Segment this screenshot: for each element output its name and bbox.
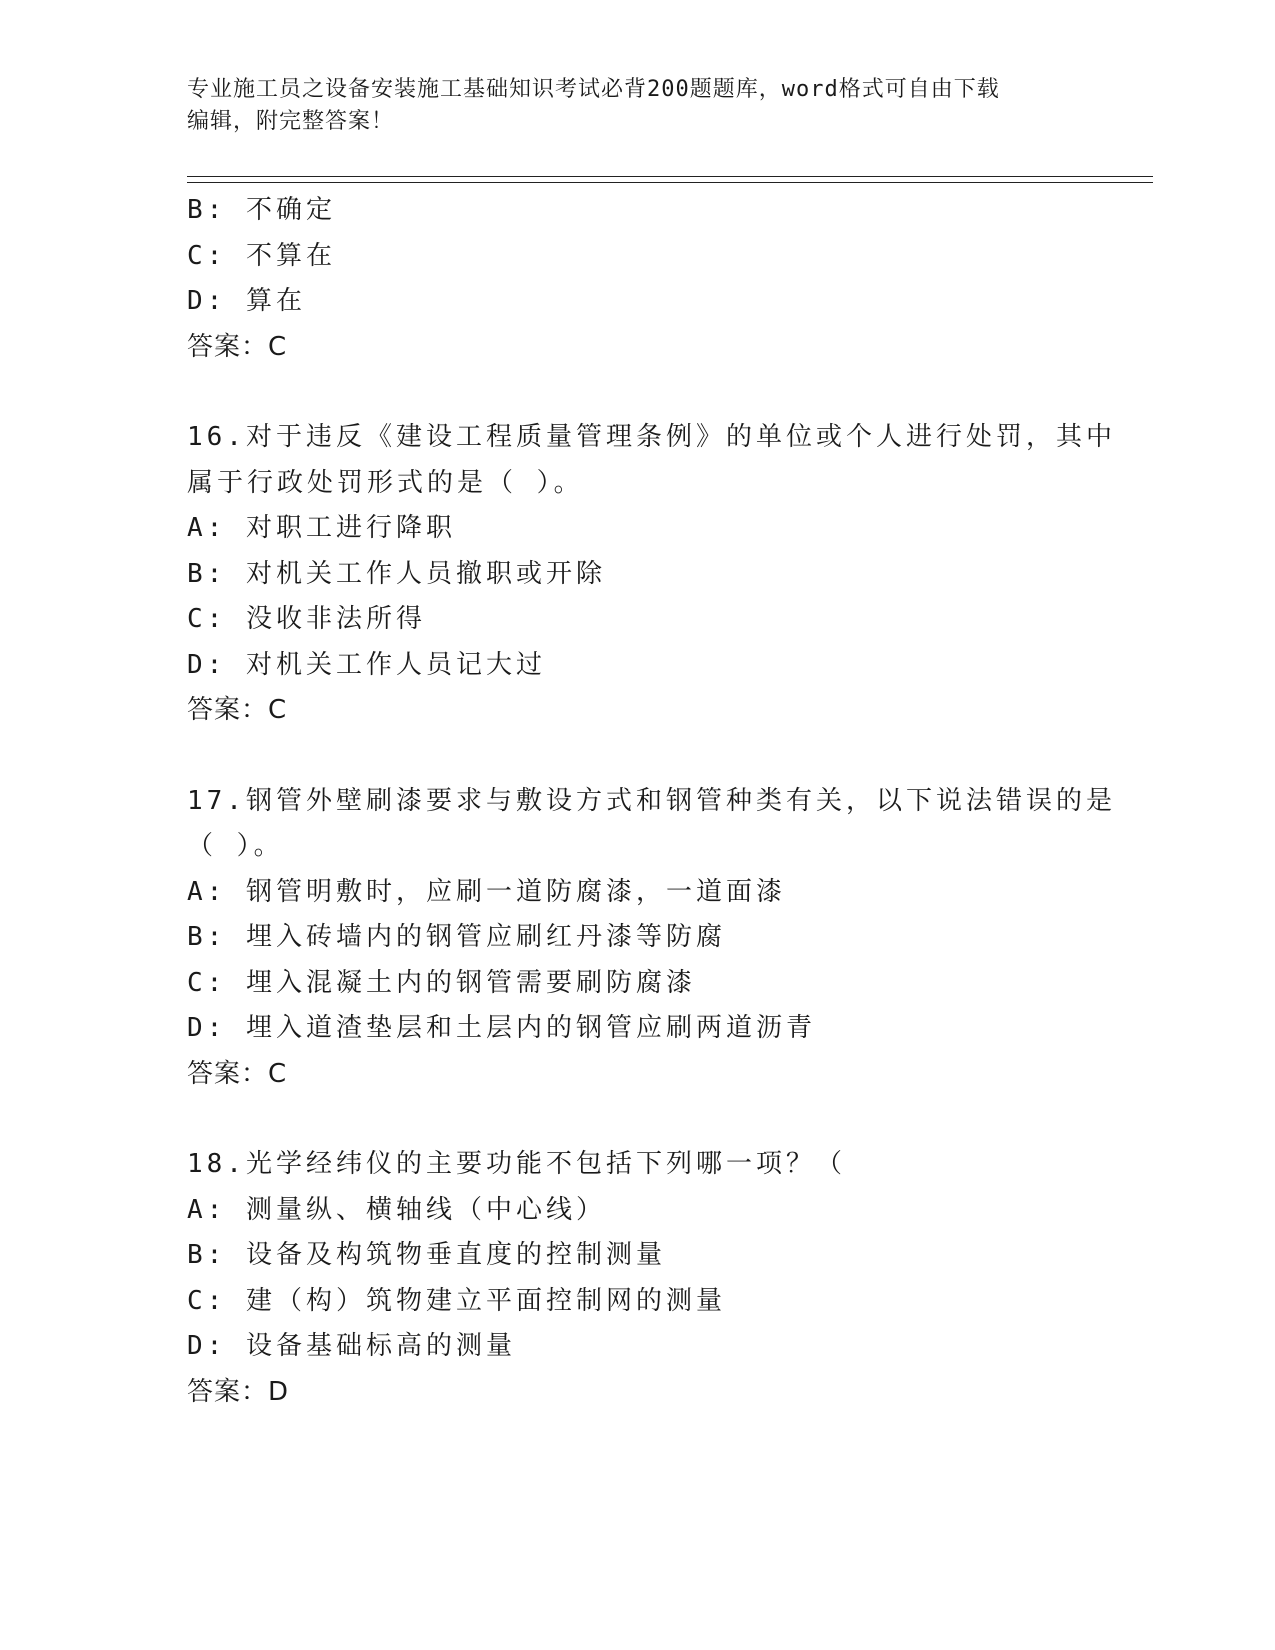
option-c: C: 不算在	[187, 240, 336, 271]
option-a: A: 钢管明敷时，应刷一道防腐漆，一道面漆	[187, 876, 786, 907]
question-stem: 18.光学经纬仪的主要功能不包括下列哪一项？（	[187, 1149, 846, 1179]
question-stem: （ ）。	[187, 831, 284, 861]
answer: 答案：C	[187, 331, 288, 362]
question-content	[187, 188, 1116, 1415]
option-b: B: 设备及构筑物垂直度的控制测量	[187, 1240, 666, 1270]
option-b: B: 埋入砖墙内的钢管应刷红丹漆等防腐	[187, 922, 726, 952]
question-16	[187, 415, 1116, 734]
header-title-line-1: 专业施工员之设备安装施工基础知识考试必背200题题库，word格式可自由下载	[187, 77, 1000, 102]
option-d: D: 算在	[187, 286, 306, 316]
option-c: C: 建（构）筑物建立平面控制网的测量	[187, 1285, 726, 1316]
answer: 答案：C	[187, 695, 288, 725]
option-a: A: 测量纵、横轴线（中心线）	[187, 1194, 606, 1225]
option-c: C: 没收非法所得	[187, 604, 426, 634]
option-c: C: 埋入混凝土内的钢管需要刷防腐漆	[187, 967, 696, 998]
question-17	[187, 779, 1116, 1098]
option-d: D: 埋入道渣垫层和土层内的钢管应刷两道沥青	[187, 1013, 816, 1043]
option-b: B: 不确定	[187, 195, 336, 225]
document-header	[187, 74, 1087, 138]
answer: 答案：C	[187, 1058, 288, 1089]
option-b: B: 对机关工作人员撤职或开除	[187, 558, 606, 589]
question-18	[187, 1142, 1087, 1415]
question-stem: 16.对于违反《建设工程质量管理条例》的单位或个人进行处罚，其中	[187, 422, 1116, 452]
answer: 答案：D	[187, 1376, 290, 1407]
option-d: D: 对机关工作人员记大过	[187, 649, 546, 680]
option-a: A: 对职工进行降职	[187, 513, 456, 543]
option-d: D: 设备基础标高的测量	[187, 1331, 516, 1361]
header-title-line-2: 编辑，附完整答案！	[187, 109, 395, 134]
question-stem: 17.钢管外壁刷漆要求与敷设方式和钢管种类有关，以下说法错误的是	[187, 785, 1116, 816]
previous-question-tail	[187, 188, 1087, 370]
header-divider	[187, 176, 1153, 183]
question-stem: 属于行政处罚形式的是（ ）。	[187, 467, 584, 498]
